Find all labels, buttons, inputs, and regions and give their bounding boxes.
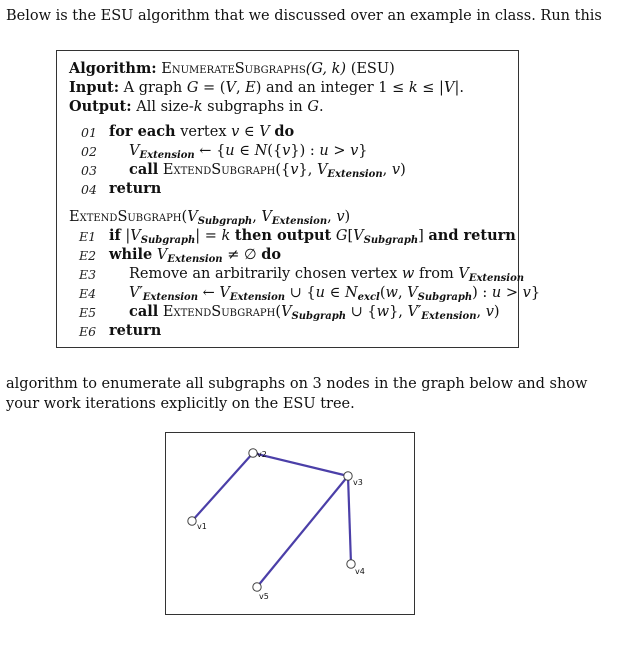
edge-v3-v5	[257, 476, 348, 587]
algo-line-01: for each vertex v ∈ V do	[109, 123, 295, 140]
algo-line-02: $V_{Extension}$ ← {u ∈ N({v}) : u > v}	[129, 143, 368, 161]
line-num: E1	[79, 229, 97, 244]
line-num: 02	[81, 144, 97, 159]
line-num: 01	[81, 125, 97, 140]
line-num: E3	[79, 267, 97, 282]
intro-text: Below is the ESU algorithm that we discussed over an example in class. Run this	[6, 8, 602, 24]
algo-label: Algorithm:	[69, 60, 157, 77]
graph-svg	[166, 433, 413, 613]
line-num: E2	[79, 248, 97, 263]
input-line: Input: A graph G = (V, E) and an integer 1 ≤ k ≤ |V|.	[69, 79, 464, 96]
node-label-v2: v2	[257, 450, 267, 459]
sub-header: $ExtendSubgraph(V_{Subgraph}$, $V_{Extension}$, v)	[69, 209, 351, 227]
output-label: Output:	[69, 98, 132, 115]
line-num: 03	[81, 163, 97, 178]
instructions-text: algorithm to enumerate all subgraphs on 3 nodes in the graph below and show your work iterations explicitly on the ESU tree.	[6, 376, 588, 412]
line-num: E6	[79, 324, 97, 339]
algo-line-E6: return	[109, 322, 162, 339]
edge-v2-v3	[253, 453, 348, 476]
edge-v1-v2	[192, 453, 253, 521]
edge-v3-v4	[348, 476, 351, 564]
node-v2	[249, 449, 257, 457]
algorithm-box	[56, 50, 541, 348]
algo-line-E4: $V'_{Extension}$ ← $V_{Extension}$ ∪ {u ∈ $N_{excl}(w$, $V_{Subgraph}$) : u > v}	[129, 285, 541, 303]
node-v1	[188, 517, 196, 525]
algo-line-E1: if $|V_{Subgraph}| = k$ then output $G[V_{Subgraph}]$ and return	[109, 227, 516, 246]
node-label-v4: v4	[355, 567, 365, 576]
node-v3	[344, 472, 352, 480]
node-v4	[347, 560, 355, 568]
node-label-v3: v3	[353, 478, 363, 487]
node-label-v5: v5	[259, 592, 269, 601]
input-label: Input:	[69, 79, 120, 96]
node-v5	[253, 583, 261, 591]
line-num: E4	[79, 286, 97, 301]
algo-line-03: call ExtendSubgraph({v}, $V_{Extension}$, v)	[129, 161, 406, 180]
graph-figure	[165, 432, 415, 615]
line-num: 04	[81, 182, 97, 197]
output-line: Output: All size-k subgraphs in G.	[69, 98, 324, 115]
node-label-v1: v1	[197, 522, 207, 531]
algo-title: EnumerateSubgraphs	[161, 61, 306, 77]
algo-title-line: Algorithm: EnumerateSubgraphs(G, k) (ESU)	[69, 60, 395, 77]
algo-line-04: return	[109, 180, 162, 197]
algo-line-E2: while $V_{Extension}$ ≠ ∅ do	[109, 246, 282, 265]
line-num: E5	[79, 305, 97, 320]
algo-line-E5: call $ExtendSubgraph(V_{Subgraph}$ ∪ {w}, $V'_{Extension}$, v)	[129, 303, 500, 322]
algo-tag: (ESU)	[350, 61, 395, 77]
algo-line-E3: Remove an arbitrarily chosen vertex w from $V_{Extension}$	[129, 266, 525, 284]
